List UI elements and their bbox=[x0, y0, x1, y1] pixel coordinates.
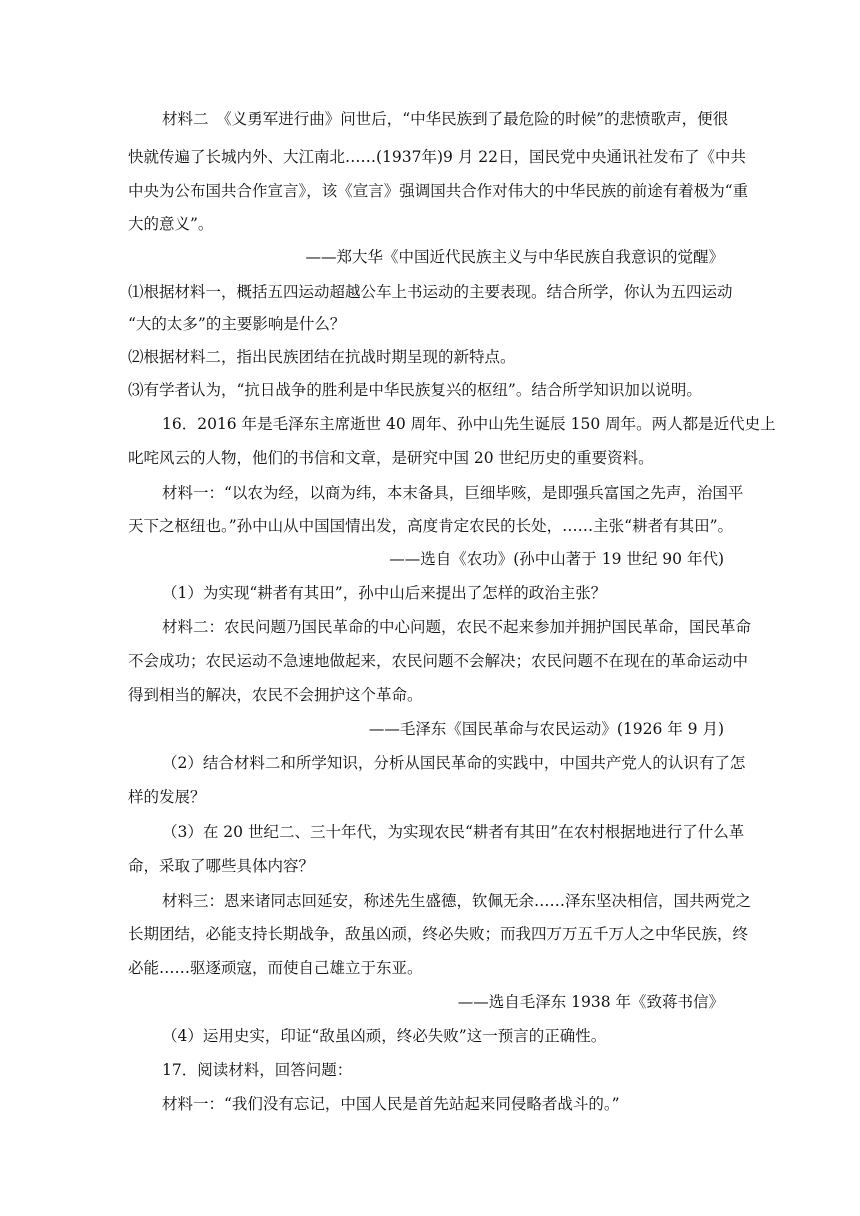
item-16-material-three-line-1: 材料三：恩来诸同志回延安，称述先生盛德，钦佩无余……泽东坚决相信，国共两党之 bbox=[162, 892, 752, 910]
question-1-line-1: ⑴根据材料一，概括五四运动超越公车上书运动的主要表现。结合所学，你认为五四运动 bbox=[128, 283, 733, 301]
question-1-line-2: “大的太多”的主要影响是什么？ bbox=[128, 315, 346, 333]
item-17-heading: 17．阅读材料，回答问题： bbox=[162, 1061, 353, 1079]
question-2: ⑵根据材料二，指出民族团结在抗战时期呈现的新特点。 bbox=[128, 348, 516, 366]
item-16-material-one-source: ——选自《农功》(孙中山著于 19 世纪 90 年代) bbox=[389, 550, 724, 568]
material-two-line-4: 大的意义”。 bbox=[128, 215, 214, 233]
item-16-material-one-line-1: 材料一：“以农为经，以商为纬，本末备具，巨细毕赅，是即强兵富国之先声，治国平 bbox=[162, 484, 744, 502]
material-two-line-3: 中央为公布国共合作宣言》，该《宣言》强调国共合作对伟大的中华民族的前途有着极为“重 bbox=[128, 182, 749, 200]
material-two-line-1: 材料二 《义勇军进行曲》问世后，“中华民族到了最危险的时候”的悲愤歌声，便很 bbox=[162, 110, 729, 128]
item-16-material-two-source: ——毛泽东《国民革命与农民运动》(1926 年 9 月) bbox=[368, 720, 724, 738]
material-two-line-2: 快就传遍了长城内外、大江南北……(1937年)9 月 22日，国民党中央通讯社发布了《中共 bbox=[128, 148, 746, 166]
item-16-line-2: 叱咤风云的人物，他们的书信和文章，是研究中国 20 世纪历史的重要资料。 bbox=[128, 449, 654, 467]
item-16-question-3-line-2: 命，采取了哪些具体内容？ bbox=[128, 857, 315, 875]
item-16-question-1: （1）为实现“耕者有其田”，孙中山后来提出了怎样的政治主张？ bbox=[162, 584, 607, 602]
item-16-material-two-line-2: 不会成功；农民运动不急速地做起来，农民问题不会解决；农民问题不在现在的革命运动中 bbox=[128, 652, 749, 670]
item-16-material-three-line-3: 必能……驱逐顽寇，而使自己雄立于东亚。 bbox=[128, 959, 423, 977]
item-16-question-3-line-1: （3）在 20 世纪二、三十年代，为实现农民“耕者有其田”在农村根据地进行了什么革 bbox=[162, 823, 745, 841]
item-16-line-1: 16．2016 年是毛泽东主席逝世 40 周年、孙中山先生诞辰 150 周年。两人都是近代史上 bbox=[162, 415, 776, 433]
item-16-question-2-line-2: 样的发展？ bbox=[128, 788, 206, 806]
item-16-material-two-line-1: 材料二：农民问题乃国民革命的中心问题，农民不起来参加并拥护国民革命，国民革命 bbox=[162, 618, 752, 636]
item-16-material-one-line-2: 天下之枢纽也。”孙中山从中国国情出发，高度肯定农民的长处，……主张“耕者有其田”。 bbox=[128, 517, 734, 535]
item-16-question-2-line-1: （2）结合材料二和所学知识，分析从国民革命的实践中，中国共产党人的认识有了怎 bbox=[162, 754, 746, 772]
item-17-material-one: 材料一：“我们没有忘记，中国人民是首先站起来同侵略者战斗的。” bbox=[162, 1095, 620, 1113]
item-16-material-three-source: ——选自毛泽东 1938 年《致蒋书信》 bbox=[457, 993, 724, 1011]
item-16-material-two-line-3: 得到相当的解决，农民不会拥护这个革命。 bbox=[128, 686, 423, 704]
item-16-question-4: （4）运用史实，印证“敌虽凶顽，终必失败”这一预言的正确性。 bbox=[162, 1027, 607, 1045]
item-16-material-three-line-2: 长期团结，必能支持长期战争，敌虽凶顽，终必失败；而我四万万五千万人之中华民族，终 bbox=[128, 925, 749, 943]
material-two-source: ——郑大华《中国近代民族主义与中华民族自我意识的觉醒》 bbox=[305, 248, 724, 266]
question-3: ⑶有学者认为，“抗日战争的胜利是中华民族复兴的枢纽”。结合所学知识加以说明。 bbox=[128, 381, 702, 399]
